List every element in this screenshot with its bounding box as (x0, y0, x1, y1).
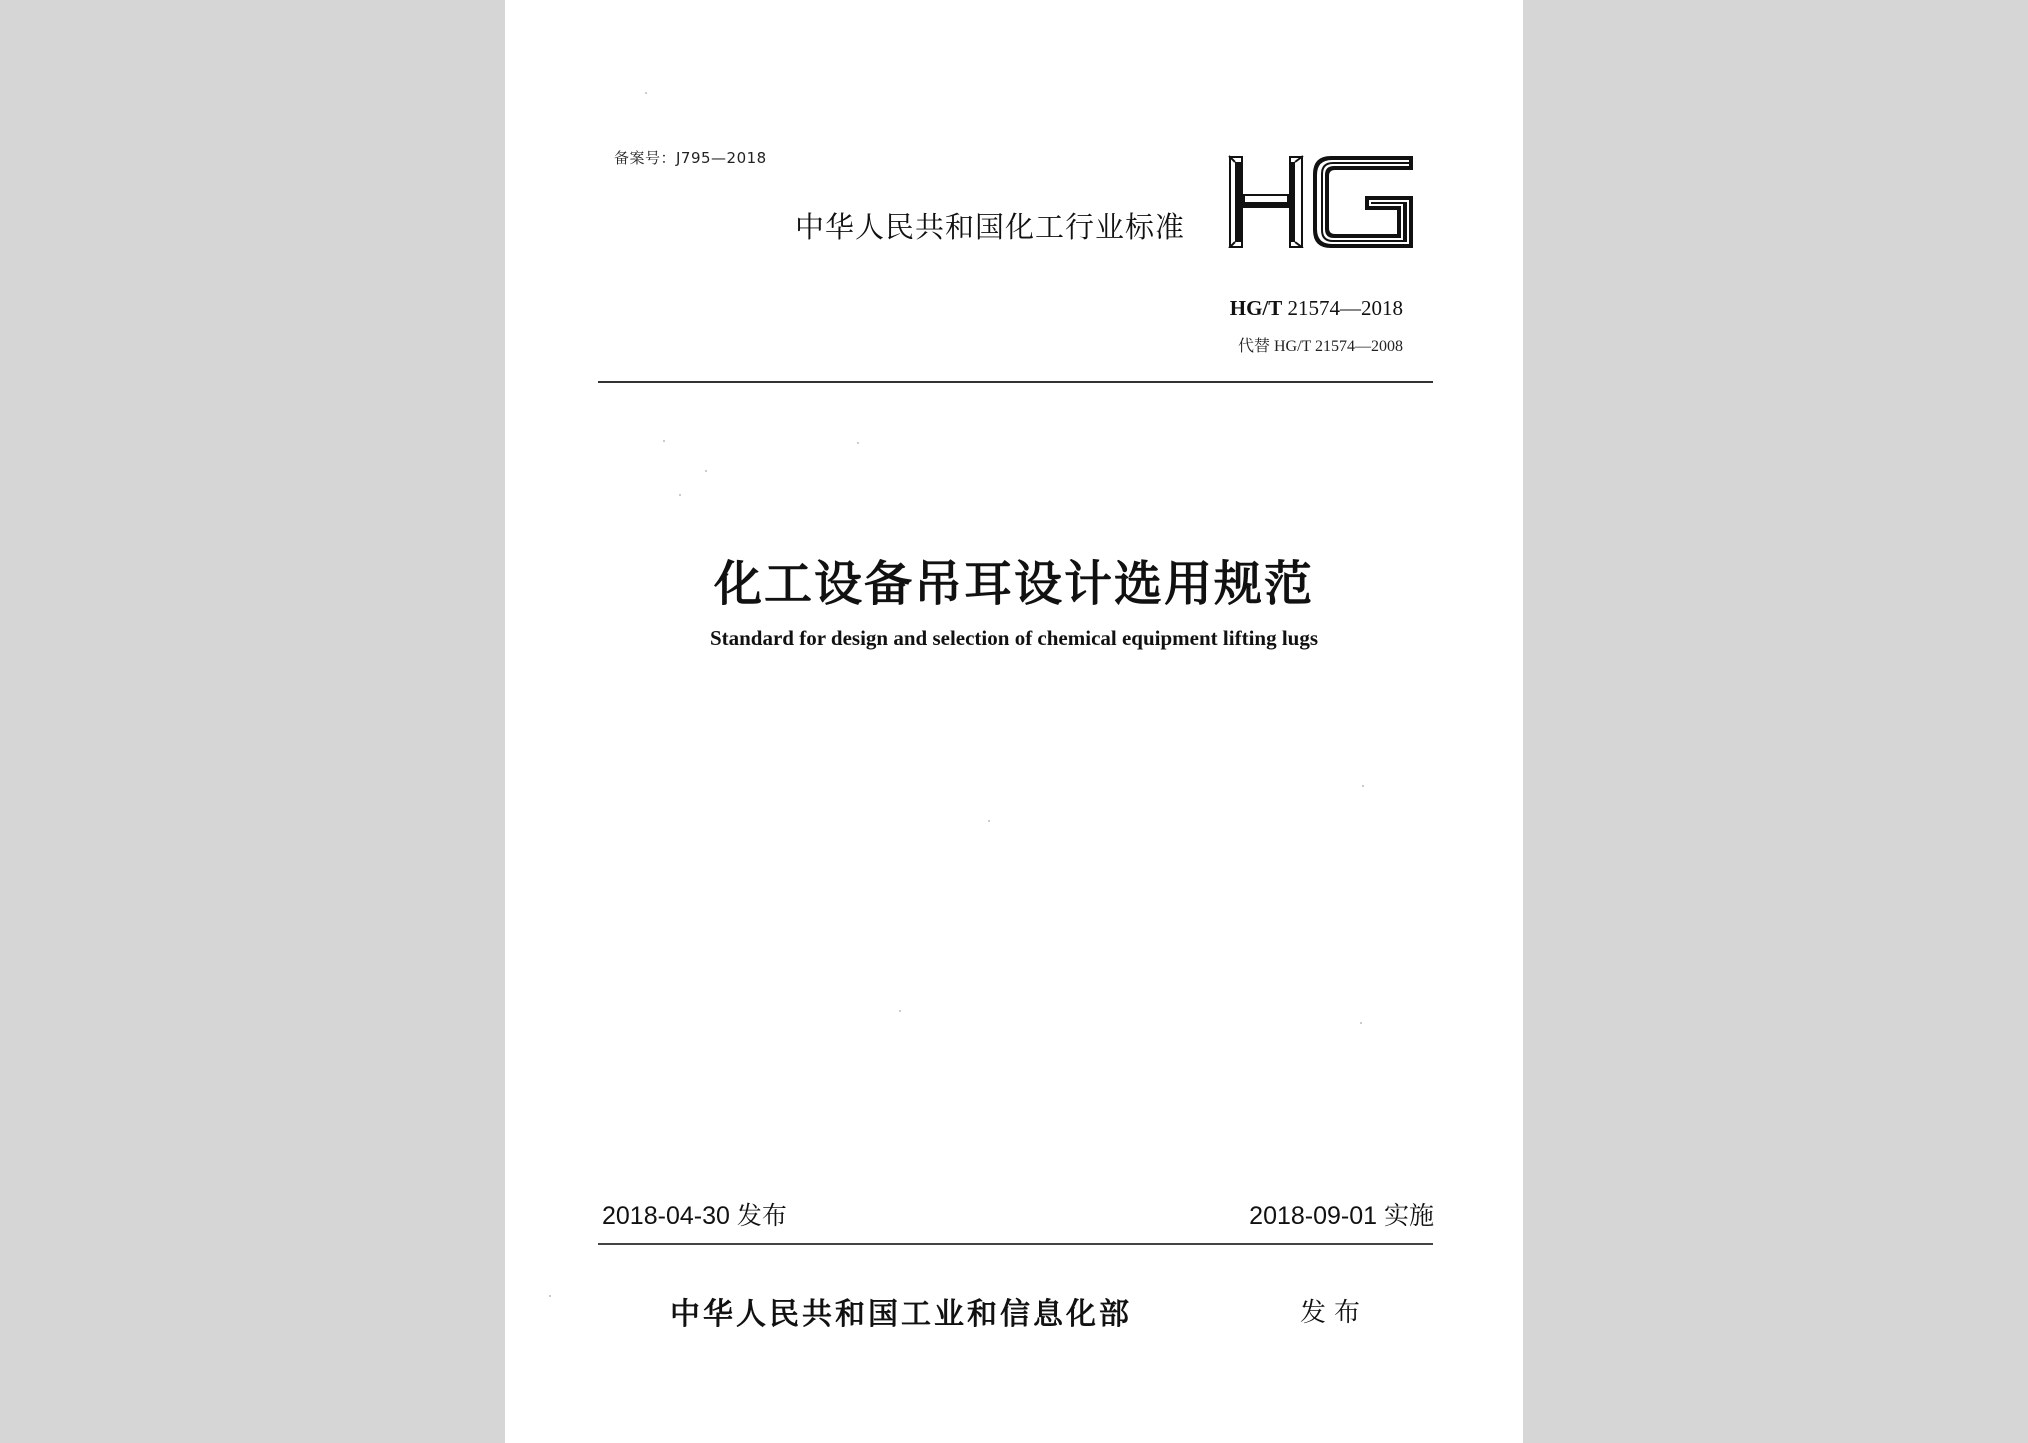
scan-speck (899, 1010, 901, 1012)
scan-speck (663, 440, 665, 442)
scan-speck (857, 442, 859, 444)
publisher: 中华人民共和国工业和信息化部 (670, 1297, 1132, 1332)
record-number: 备案号：J795—2018 (614, 149, 767, 167)
industry-standard-title: 中华人民共和国化工行业标准 (795, 210, 1186, 244)
standard-code-number: 21574—2018 (1282, 296, 1403, 320)
scan-speck (549, 1295, 551, 1297)
title-en: Standard for design and selection of chemical equipment lifting lugs (709, 626, 1319, 650)
hg-logo-icon (1227, 152, 1417, 248)
scan-speck (705, 470, 707, 472)
implementation-date: 2018-09-01 实施 (1249, 1202, 1434, 1230)
bottom-divider (598, 1243, 1433, 1245)
scan-speck (645, 92, 647, 94)
standard-code-prefix: HG/T (1229, 296, 1283, 320)
scan-speck (679, 494, 681, 496)
scan-speck (1360, 1022, 1362, 1024)
scan-speck (988, 820, 990, 822)
scan-speck (1362, 785, 1364, 787)
document-page (505, 0, 1523, 1443)
replaces-code: 代替 HG/T 21574—2008 (1237, 338, 1403, 355)
top-divider (598, 381, 1433, 383)
standard-code (1205, 296, 1403, 321)
issue-date: 2018-04-30 发布 (602, 1202, 787, 1230)
title-zh: 化工设备吊耳设计选用规范 (713, 556, 1314, 612)
publisher-action: 发布 (1300, 1298, 1369, 1328)
